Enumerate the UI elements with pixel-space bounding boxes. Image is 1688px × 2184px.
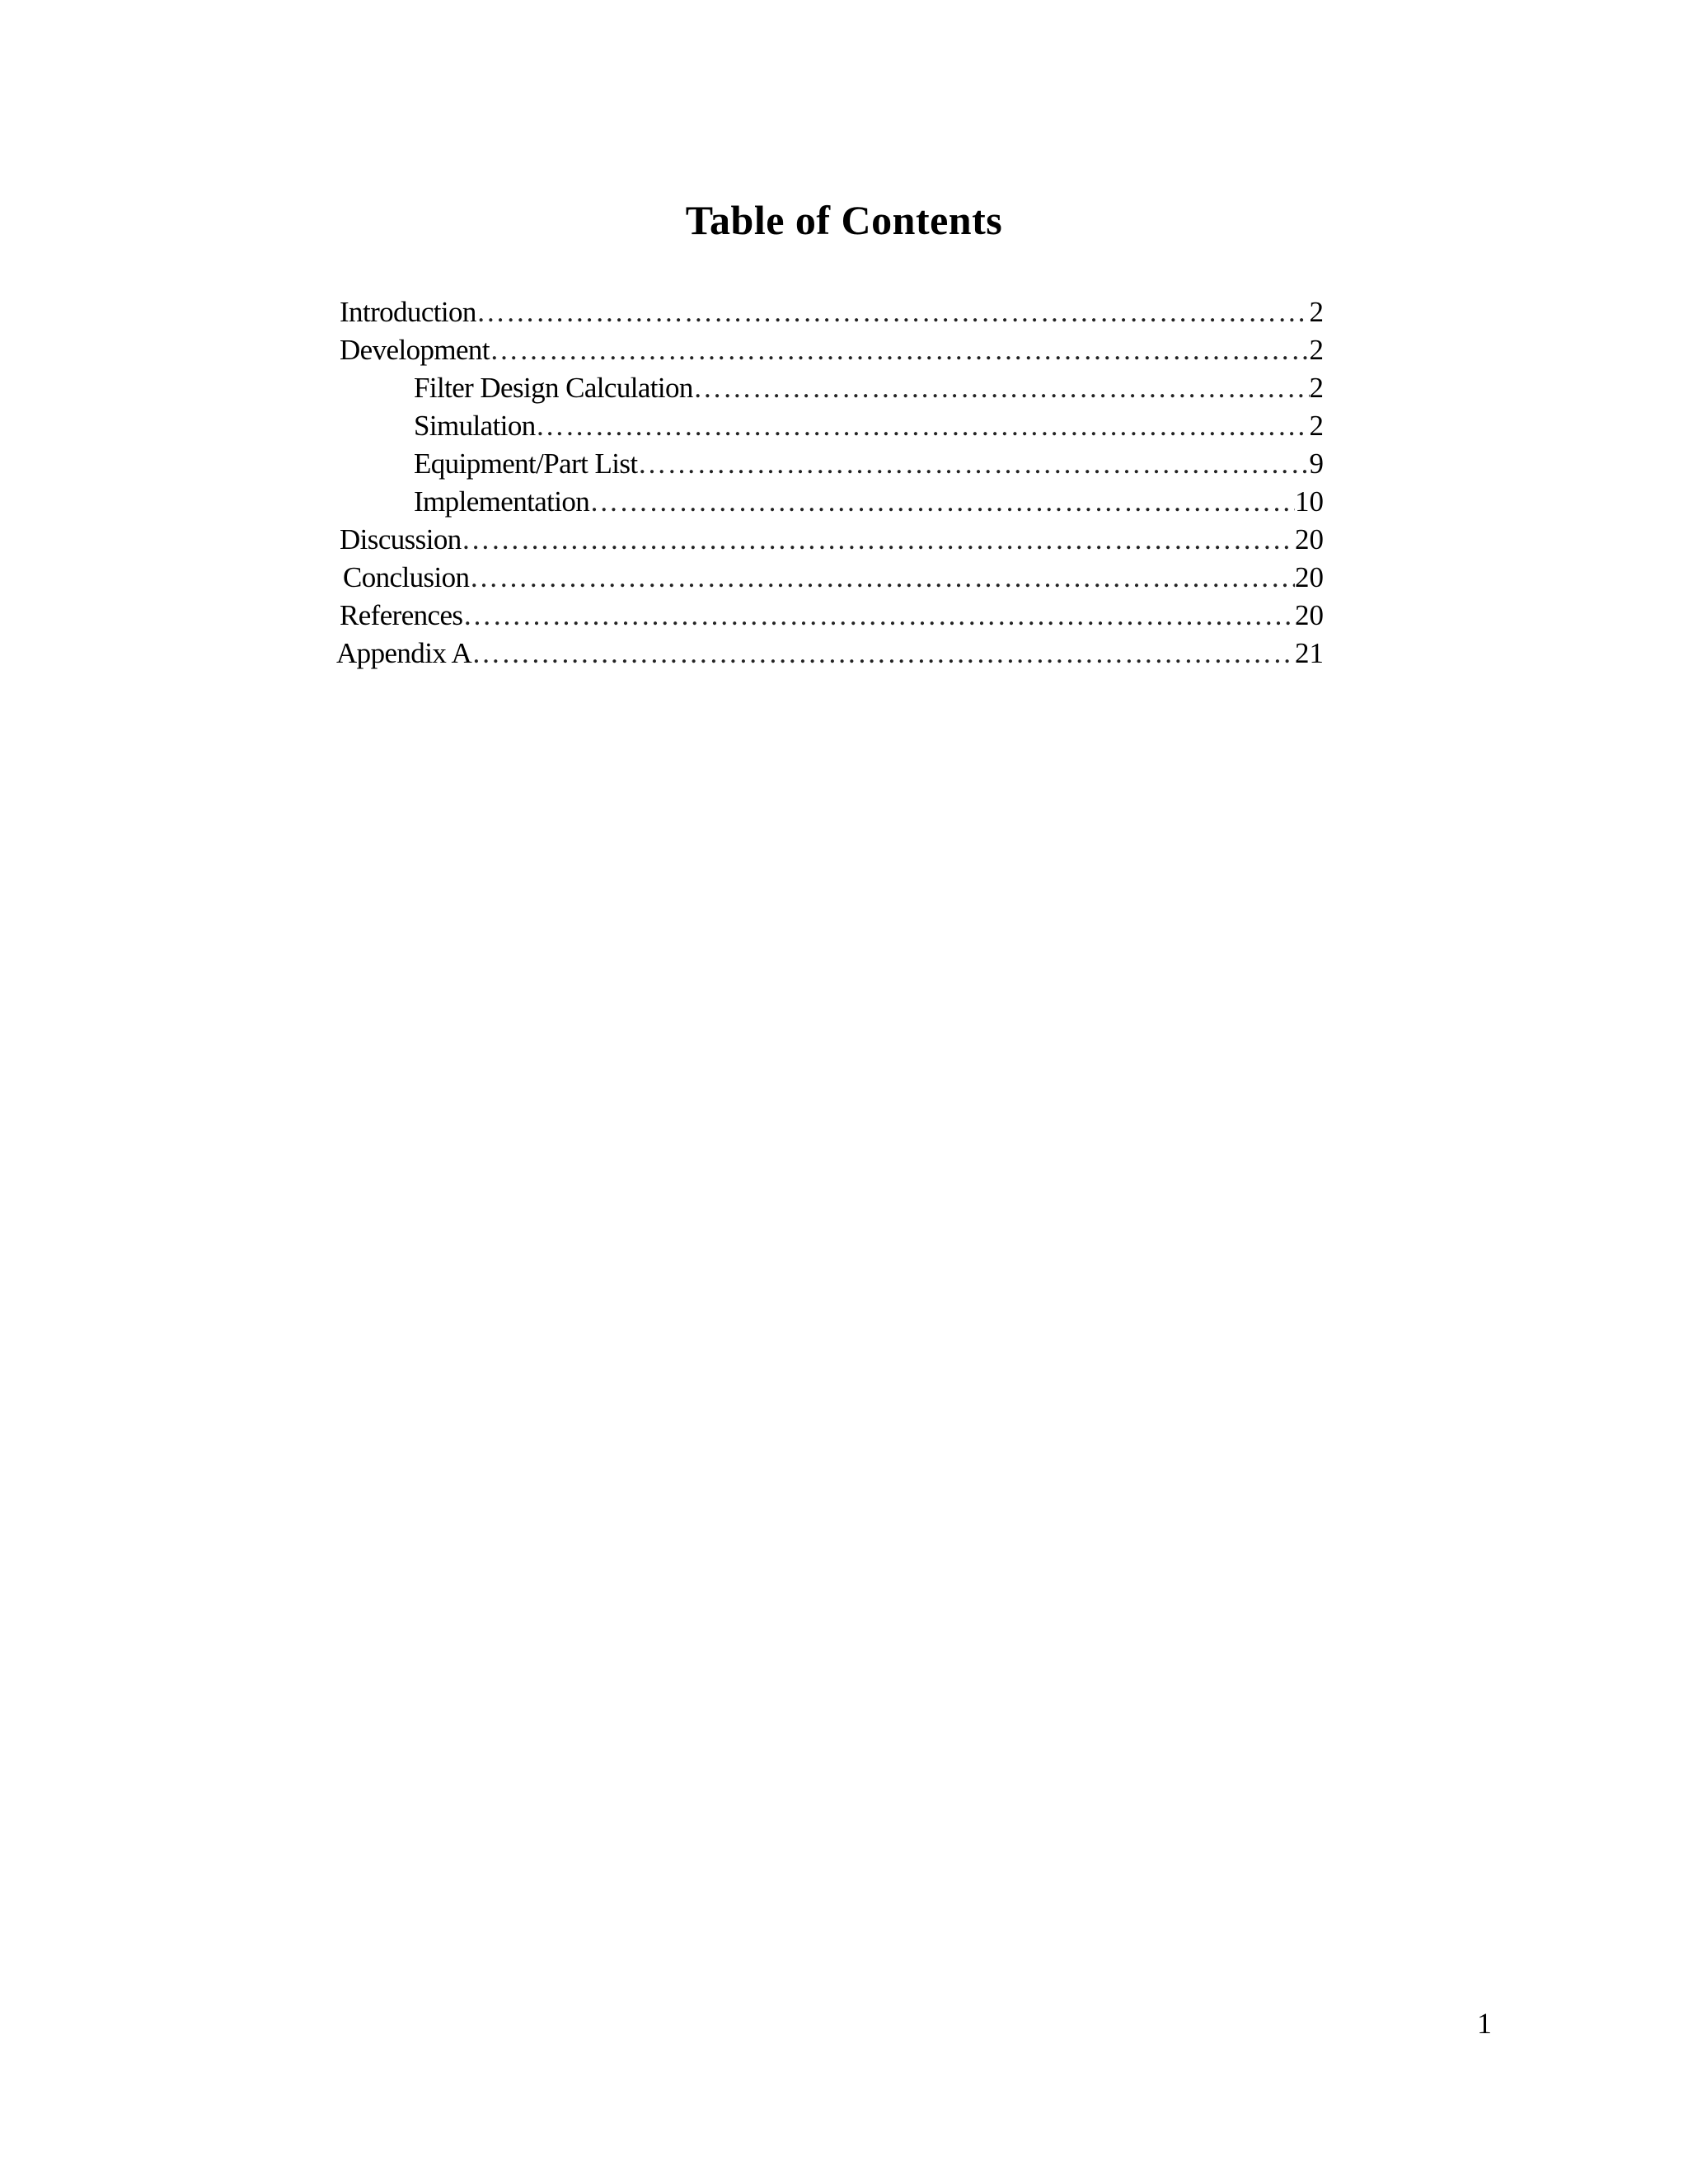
toc-entry-implementation[interactable]	[414, 483, 1324, 521]
toc-dot-leader	[476, 293, 1310, 331]
toc-entry-development[interactable]	[340, 331, 1324, 369]
toc-entry-conclusion[interactable]	[343, 559, 1324, 597]
toc-entry-simulation[interactable]	[414, 407, 1324, 445]
toc-dot-leader	[638, 445, 1310, 483]
toc-dot-leader	[589, 483, 1295, 521]
toc-entry-page: 20	[1295, 523, 1324, 555]
toc-entry-page: 20	[1295, 561, 1324, 593]
toc-entry-page: 10	[1295, 485, 1324, 518]
toc-entry-label: Appendix A	[336, 637, 472, 669]
toc-entry-label: Conclusion	[343, 561, 470, 593]
toc-entry-page: 20	[1295, 599, 1324, 631]
toc-entry-label: Development	[340, 334, 490, 366]
toc-entry-filter-design-calculation[interactable]	[414, 369, 1324, 407]
toc-entry-page: 21	[1295, 637, 1324, 669]
toc-dot-leader	[462, 597, 1295, 635]
toc-entry-appendix-a[interactable]	[336, 635, 1324, 673]
toc-entry-label: Simulation	[414, 410, 536, 442]
toc-dot-leader	[536, 407, 1310, 445]
toc-entry-label: Filter Design Calculation	[414, 372, 693, 404]
toc-entry-label: Introduction	[340, 296, 476, 328]
toc-entry-introduction[interactable]	[340, 293, 1324, 331]
page-number: 1	[1477, 2007, 1492, 2040]
page-title: Table of Contents	[685, 197, 1003, 243]
toc-entry-page: 9	[1309, 448, 1324, 480]
toc-entry-page: 2	[1309, 410, 1324, 442]
toc-dot-leader	[462, 521, 1295, 559]
toc-dot-leader	[490, 331, 1310, 369]
toc-entry-page: 2	[1309, 372, 1324, 404]
table-of-contents	[0, 293, 1688, 681]
toc-dot-leader	[469, 559, 1295, 597]
toc-dot-leader	[471, 635, 1295, 673]
toc-entry-discussion[interactable]	[340, 521, 1324, 559]
toc-entry-label: Discussion	[340, 523, 462, 555]
toc-entry-label: References	[340, 599, 463, 631]
toc-entry-page: 2	[1309, 296, 1324, 328]
toc-entry-page: 2	[1309, 334, 1324, 366]
toc-entry-label: Equipment/Part List	[414, 448, 638, 480]
toc-entry-equipment-part-list[interactable]	[414, 445, 1324, 483]
toc-dot-leader	[693, 369, 1310, 407]
toc-entry-references[interactable]	[340, 597, 1324, 635]
toc-entry-label: Implementation	[414, 485, 590, 518]
